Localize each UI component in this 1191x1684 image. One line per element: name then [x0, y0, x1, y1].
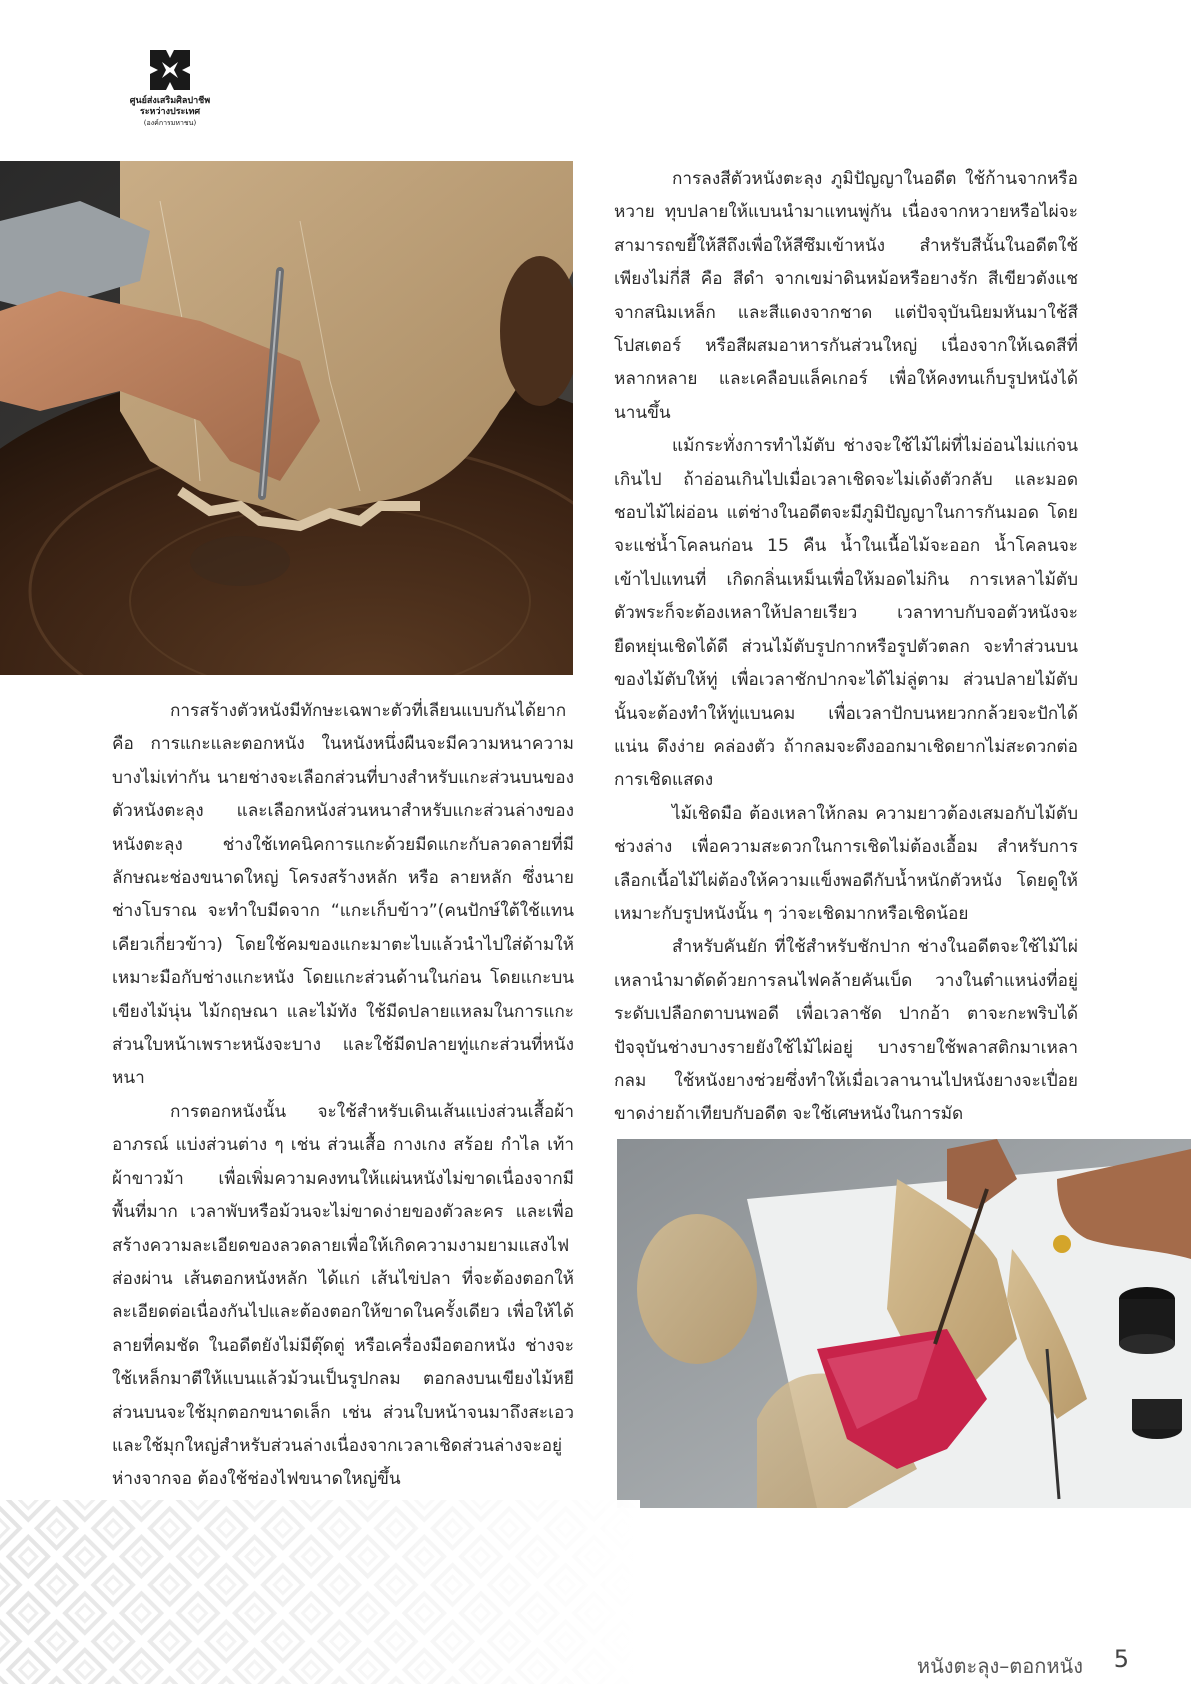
right-text-column: [614, 163, 1078, 1132]
paragraph-hand-rod: ไม้เชิดมือ ต้องเหลาให้กลม ความยาวต้องเสมอกับไม้ตับช่วงล่าง เพื่อความสะดวกในการเชิดไม่ต้องเอื้อม สำหรับการเลือกเนื้อไม้ไผ่ต้องให้ความแข็งพอดีกับน้ำหนักตัวหนัง โดยดูให้เหมาะกับรูปหนังนั้น ๆ ว่าจะเชิดมากหรือเชิดน้อย: [614, 803, 1078, 924]
hand-carving-leather-photo: [0, 161, 573, 675]
page-number: 5: [1113, 1645, 1129, 1673]
footer-title: หนังตะลุง–ตอกหนัง: [916, 1654, 1083, 1678]
left-text-column: [112, 695, 574, 1497]
paragraph-carving: การสร้างตัวหนังมีทักษะเฉพาะตัวที่เลียนแบบกันได้ยากคือ การแกะและตอกหนัง ในหนังหนึ่งผืนจะมีความหนาความบางไม่เท่ากัน นายช่างจะเลือกส่วนที่บางสำหรับแกะส่วนบนของตัวหนังตะลุง และเลือกหนังส่วนหนาสำหรับแกะส่วนล่างของหนังตะลุง ช่างใช้เทคนิคการแกะด้วยมีดแกะกับลวดลายที่มีลักษณะช่องขนาดใหญ่ โครงสร้างหลัก หรือ ลายหลัก ซึ่งนายช่างโบราณ จะทำใบมีดจาก “แกะเก็บข้าว”(คนปักษ์ใต้ใช้แทนเคียวเกี่ยวข้าว) โดยใช้คมของแกะมาตะไบแล้วนำไปใส่ด้ามให้เหมาะมือกับช่างแกะหนัง โดยแกะส่วนด้านในก่อน โดยแกะบนเขียงไม้นุ่น ไม้กฤษณา และไม้ทัง ใช้มีดปลายแหลมในการแกะส่วนใบหน้าเพราะหนังจะบาง และใช้มีดปลายทู่แกะส่วนที่หนังหนา: [112, 701, 574, 1089]
lattice-pattern-decoration: [0, 1500, 640, 1684]
logo: [110, 48, 230, 129]
logo-line-2: ระหว่างประเทศ: [139, 107, 201, 117]
flower-knot-icon: [146, 48, 194, 92]
paragraph-jaw-lever: สำหรับคันยัก ที่ใช้สำหรับชักปาก ช่างในอดีตจะใช้ไม้ไผ่เหลานำมาดัดด้วยการลนไฟคล้ายคันเบ็ด วางในตำแหน่งที่อยู่ระดับเปลือกตาบนพอดี เพื่อเวลาชัด ปากอ้า ตาจะกะพริบได้ ปัจจุบันช่างบางรายยังใช้ไม้ไผ่อยู่ บางรายใช้พลาสติกมาเหลากลม ใช้หนังยางช่วยซึ่งทำให้เมื่อเวลานานไปหนังยางจะเปื่อยขาดง่ายถ้าเทียบกับอดีต จะใช้เศษหนังในการมัด: [614, 937, 1078, 1125]
paragraph-punching: การตอกหนังนั้น จะใช้สำหรับเดินเส้นแบ่งส่วนเสื้อผ้าอาภรณ์ แบ่งส่วนต่าง ๆ เช่น ส่วนเสื้อ กางเกง สร้อย กำไล เท้าผ้าขาวม้า เพื่อเพิ่มความคงทนให้แผ่นหนังไม่ขาดเนื่องจากมีพื้นที่มาก เวลาพับหรือม้วนจะไม่ขาดง่ายของตัวละคร และเพื่อสร้างความละเอียดของลวดลายเพื่อให้เกิดความงามยามแสงไฟส่องผ่าน เส้นตอกหนังหลัก ได้แก่ เส้นไข่ปลา ที่จะต้องตอกให้ละเอียดต่อเนื่องกันไปและต้องตอกให้ขาดในครั้งเดียว เพื่อให้ได้ลายที่คมชัด ในอดีตยังไม่มีตุ๊ดตู่ หรือเครื่องมือตอกหนัง ช่างจะใช้เหล็กมาตีให้แบนแล้วม้วนเป็นรูปกลม ตอกลงบนเขียงไม้หยี ส่วนบนจะใช้มุกตอกขนาดเล็ก เช่น ส่วนใบหน้าจนมาถึงสะเอว และใช้มุกใหญ่สำหรับส่วนล่างเนื่องจากเวลาเชิดส่วนล่างจะอยู่ห่างจากจอ ต้องใช้ช่องไฟขนาดใหญ่ขึ้น: [112, 1101, 574, 1490]
paragraph-painting: การลงสีตัวหนังตะลุง ภูมิปัญญาในอดีต ใช้ก้านจากหรือหวาย ทุบปลายให้แบนนำมาแทนพู่กัน เนื่องจากหวายหรือไผ่จะสามารถขยี้ให้สีถึงเพื่อให้สีซึมเข้าหนัง สำหรับสีนั้นในอดีตใช้เพียงไม่กี่สี คือ สีดำ จากเขม่าดินหม้อหรือยางรัก สีเขียวตังแชจากสนิมเหล็ก และสีแดงจากชาด แต่ปัจจุบันนิยมหันมาใช้สีโปสเตอร์ หรือสีผสมอาหารกันส่วนใหญ่ เนื่องจากให้เฉดสีที่หลากหลาย และเคลือบแล็คเกอร์ เพื่อให้คงทนเก็บรูปหนังได้นานขึ้น: [614, 169, 1078, 423]
logo-line-1: ศูนย์ส่งเสริมศิลปาชีพ: [129, 96, 211, 106]
logo-line-3: (องค์การมหาชน): [143, 119, 197, 127]
paragraph-rod-making: แม้กระทั่งการทำไม้ตับ ช่างจะใช้ไม้ไผ่ที่ไม่อ่อนไม่แก่จนเกินไป ถ้าอ่อนเกินไปเมื่อเวลาเชิดจะไม่เด้งตัวกลับ และมอดชอบไม้ไผ่อ่อน แต่ช่างในอดีตจะมีภูมิปัญญาในการกันมอด โดยจะแช่น้ำโคลนก่อน 15 คืน น้ำในเนื้อไม้จะออก น้ำโคลนจะเข้าไปแทนที่ เกิดกลิ่นเหม็นเพื่อให้มอดไม่กิน การเหลาไม้ตับตัวพระก็จะต้องเหลาให้ปลายเรียว เวลาทาบกับจอตัวหนังจะยืดหยุ่นเชิดได้ดี ส่วนไม้ตับรูปกากหรือรูปตัวตลก จะทำส่วนบนของไม้ตับให้ทู่ เพื่อเวลาชักปากจะได้ไม่ลู่ตาม ส่วนปลายไม้ตับนั้นจะต้องทำให้ทู่แบนคม เพื่อเวลาปักบนหยวกกล้วยจะปักได้แน่น ดึงง่าย คล่องตัว ถ้ากลมจะดึงออกมาเชิดยากไม่สะดวกต่อการเชิดแสดง: [614, 436, 1078, 791]
hand-painting-puppet-photo: [617, 1139, 1191, 1508]
